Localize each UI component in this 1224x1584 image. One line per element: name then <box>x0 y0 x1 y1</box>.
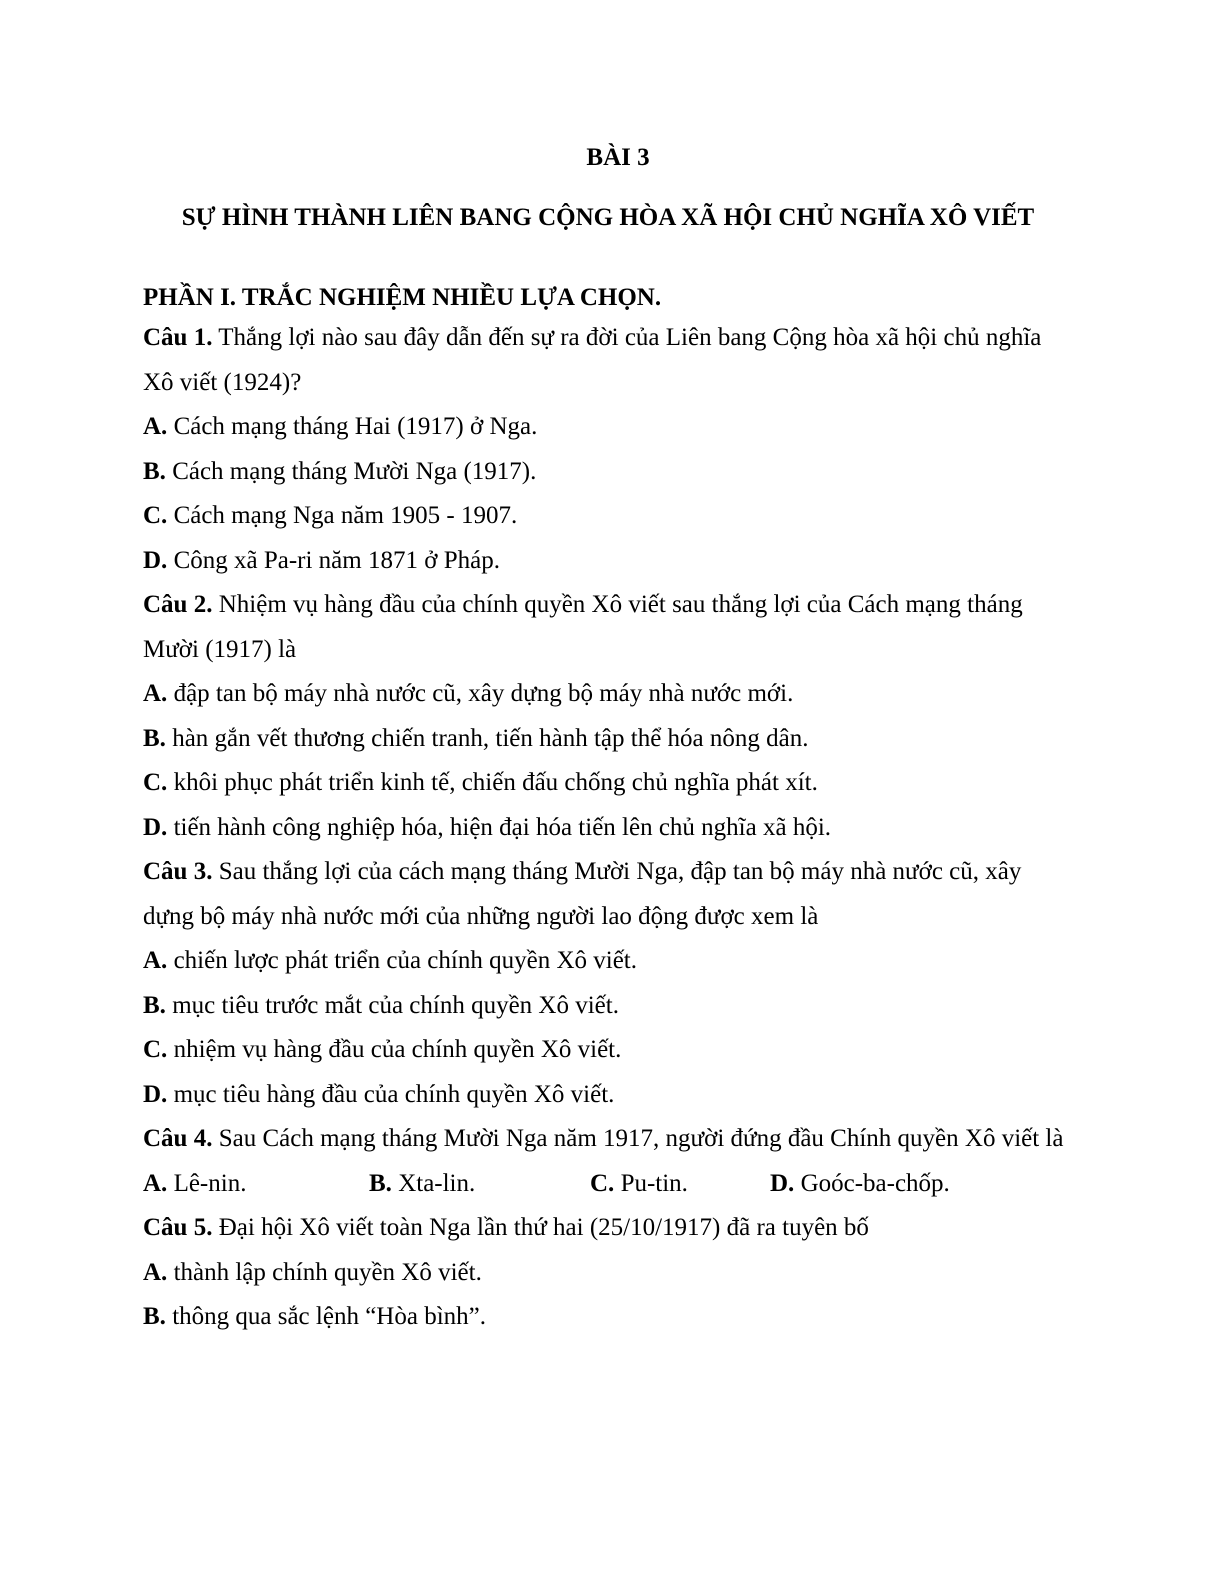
question-4-options-row <box>143 1162 1073 1207</box>
question-5-option-a <box>143 1251 1073 1296</box>
lesson-heading: BÀI 3 <box>586 144 650 171</box>
option-letter: A. <box>143 947 168 974</box>
option-letter: D. <box>770 1169 795 1197</box>
option-letter: B. <box>143 991 166 1019</box>
question-3 <box>143 850 1073 1117</box>
option-letter: C. <box>590 1169 615 1197</box>
section-heading: PHẦN I. TRẮC NGHIỆM NHIỀU LỰA CHỌN. <box>143 284 662 311</box>
question-3-stem <box>143 850 1073 939</box>
option-letter: A. <box>143 1169 168 1197</box>
option-letter: C. <box>143 769 168 796</box>
question-5-text: Đại hội Xô viết toàn Nga lần thứ hai (25/10/1917) đã ra tuyên bố <box>212 1214 869 1241</box>
question-5-option-b <box>143 1295 1073 1340</box>
option-text: nhiệm vụ hàng đầu của chính quyền Xô viết. <box>167 1036 622 1063</box>
option-text: tiến hành công nghiệp hóa, hiện đại hóa tiến lên chủ nghĩa xã hội. <box>167 813 832 841</box>
option-text: Công xã Pa-ri năm 1871 ở Pháp. <box>167 546 500 574</box>
question-2-text: Nhiệm vụ hàng đầu của chính quyền Xô viết sau thắng lợi của Cách mạng tháng Mười (1917) là <box>143 591 1023 663</box>
question-4-option-b <box>369 1162 590 1207</box>
question-3-option-b <box>143 984 1073 1029</box>
question-3-option-d <box>143 1073 1073 1118</box>
option-letter: D. <box>143 546 168 574</box>
option-letter: B. <box>143 1303 166 1330</box>
question-1 <box>143 316 1073 583</box>
question-1-option-a <box>143 405 1073 450</box>
question-5-number: Câu 5. <box>143 1214 213 1241</box>
question-4-stem <box>143 1117 1073 1162</box>
question-2 <box>143 583 1073 850</box>
option-text: Lê-nin. <box>167 1169 247 1197</box>
question-4-option-d <box>770 1162 950 1207</box>
question-1-option-c <box>143 494 1073 539</box>
question-2-option-d <box>143 806 1073 851</box>
question-2-option-a <box>143 672 1073 717</box>
question-4-option-a <box>143 1162 369 1207</box>
question-3-option-a <box>143 939 1073 984</box>
option-letter: A. <box>143 413 168 440</box>
question-3-option-c <box>143 1028 1073 1073</box>
question-1-text: Thắng lợi nào sau đây dẫn đến sự ra đời của Liên bang Cộng hòa xã hội chủ nghĩa Xô viết (1924)? <box>143 324 1042 396</box>
option-letter: C. <box>143 1036 168 1063</box>
question-1-option-d <box>143 539 1073 584</box>
option-letter: C. <box>143 502 168 529</box>
question-3-text: Sau thắng lợi của cách mạng tháng Mười Nga, đập tan bộ máy nhà nước cũ, xây dựng bộ máy nhà nước mới của những người lao động được xem là <box>143 858 1022 930</box>
option-text: mục tiêu trước mắt của chính quyền Xô viết. <box>165 991 619 1019</box>
question-2-stem <box>143 583 1073 672</box>
question-2-option-b <box>143 717 1073 762</box>
question-2-option-c <box>143 761 1073 806</box>
question-4-option-c <box>590 1162 770 1207</box>
option-text: Pu-tin. <box>614 1169 688 1197</box>
option-letter: A. <box>143 680 168 707</box>
option-letter: A. <box>143 1258 168 1286</box>
question-1-stem <box>143 316 1073 405</box>
option-letter: B. <box>143 724 166 752</box>
option-letter: D. <box>143 1080 168 1108</box>
question-1-number: Câu 1. <box>143 324 213 351</box>
option-text: mục tiêu hàng đầu của chính quyền Xô viết. <box>167 1080 615 1108</box>
question-1-option-b <box>143 450 1073 495</box>
option-text: Cách mạng tháng Mười Nga (1917). <box>165 457 537 485</box>
option-text: Xta-lin. <box>391 1169 476 1197</box>
question-5 <box>143 1206 1073 1340</box>
option-text: Cách mạng tháng Hai (1917) ở Nga. <box>167 413 538 440</box>
option-text: hàn gắn vết thương chiến tranh, tiến hành tập thể hóa nông dân. <box>165 724 809 752</box>
option-text: thành lập chính quyền Xô viết. <box>167 1258 482 1286</box>
option-text: thông qua sắc lệnh “Hòa bình”. <box>165 1303 486 1330</box>
option-letter: B. <box>143 457 166 485</box>
question-3-number: Câu 3. <box>143 858 213 885</box>
option-letter: B. <box>369 1169 392 1197</box>
lesson-title: SỰ HÌNH THÀNH LIÊN BANG CỘNG HÒA XÃ HỘI CHỦ NGHĨA XÔ VIẾT <box>181 204 1035 231</box>
question-2-number: Câu 2. <box>143 591 213 618</box>
option-letter: D. <box>143 813 168 841</box>
option-text: Goóc-ba-chốp. <box>794 1169 950 1197</box>
question-4 <box>143 1117 1073 1206</box>
option-text: khôi phục phát triển kinh tế, chiến đấu chống chủ nghĩa phát xít. <box>167 769 818 796</box>
question-4-number: Câu 4. <box>143 1125 213 1152</box>
option-text: đập tan bộ máy nhà nước cũ, xây dựng bộ máy nhà nước mới. <box>167 680 794 707</box>
question-5-stem <box>143 1206 1073 1251</box>
question-4-text: Sau Cách mạng tháng Mười Nga năm 1917, người đứng đầu Chính quyền Xô viết là <box>212 1125 1064 1152</box>
option-text: chiến lược phát triển của chính quyền Xô viết. <box>167 947 637 974</box>
option-text: Cách mạng Nga năm 1905 - 1907. <box>167 502 518 529</box>
document-page <box>143 140 1073 1340</box>
